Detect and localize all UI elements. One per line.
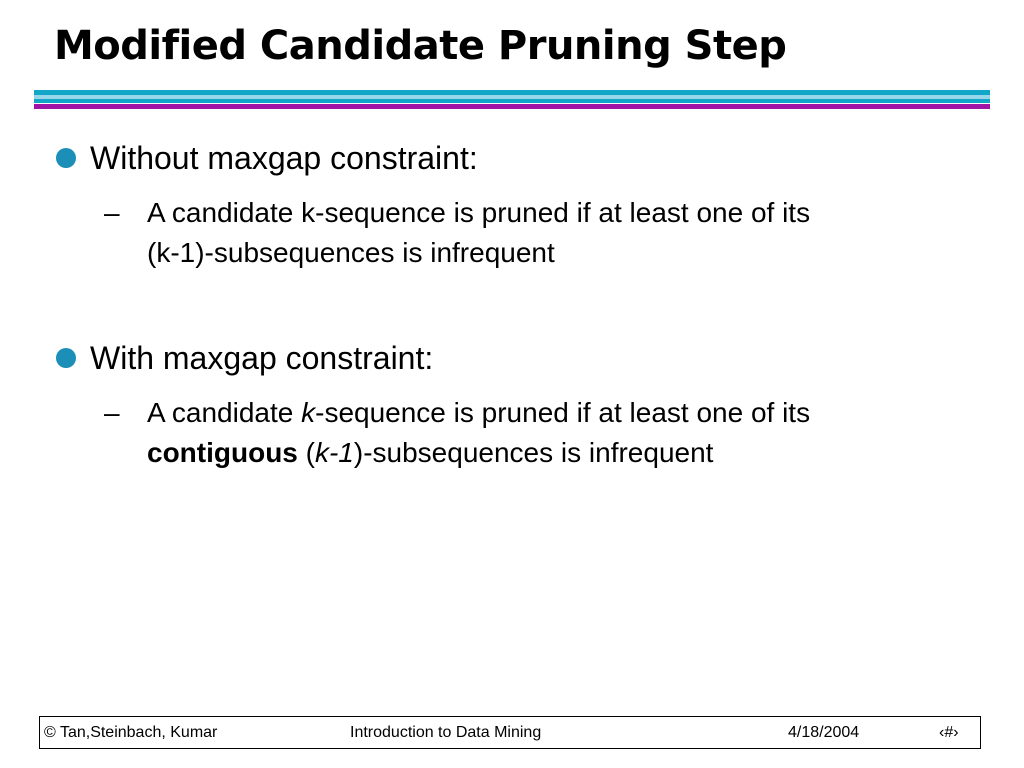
text-run: )-subsequences is infrequent <box>353 437 714 468</box>
sub-bullet-text <box>147 193 987 273</box>
sub-bullet-line: A candidate k-sequence is pruned if at least one of its <box>147 197 811 228</box>
bullet-dot-icon <box>56 148 76 168</box>
sub-bullet-line: (k-1)-subsequences is infrequent <box>147 237 555 268</box>
title-rule-purple <box>34 104 990 109</box>
sub-bullet-line <box>147 393 987 433</box>
text-run: ( <box>297 437 315 468</box>
footer-date: 4/18/2004 <box>788 724 860 741</box>
bold-contiguous: contiguous <box>147 437 298 468</box>
bullet-text: With maxgap constraint: <box>90 340 434 376</box>
title-rule-cyan-lower <box>34 99 990 103</box>
footer-course-title: Introduction to Data Mining <box>350 724 542 741</box>
sub-bullet-dash: – <box>104 397 120 428</box>
slide-title: Modified Candidate Pruning Step <box>54 23 787 69</box>
sub-bullet-text <box>147 393 987 473</box>
text-run: A candidate <box>147 397 302 428</box>
bullet-dot-icon <box>56 348 76 368</box>
slide-footer <box>39 716 981 749</box>
bullet-text: Without maxgap constraint: <box>90 140 478 176</box>
italic-k: k <box>301 397 316 428</box>
sub-bullet-line <box>147 433 987 473</box>
footer-page-number: ‹#› <box>939 724 959 741</box>
footer-copyright: © Tan,Steinbach, Kumar <box>44 724 218 741</box>
italic-k-1: k-1 <box>314 437 354 468</box>
text-run: -sequence is pruned if at least one of its <box>315 397 811 428</box>
sub-bullet-dash: – <box>104 197 120 228</box>
